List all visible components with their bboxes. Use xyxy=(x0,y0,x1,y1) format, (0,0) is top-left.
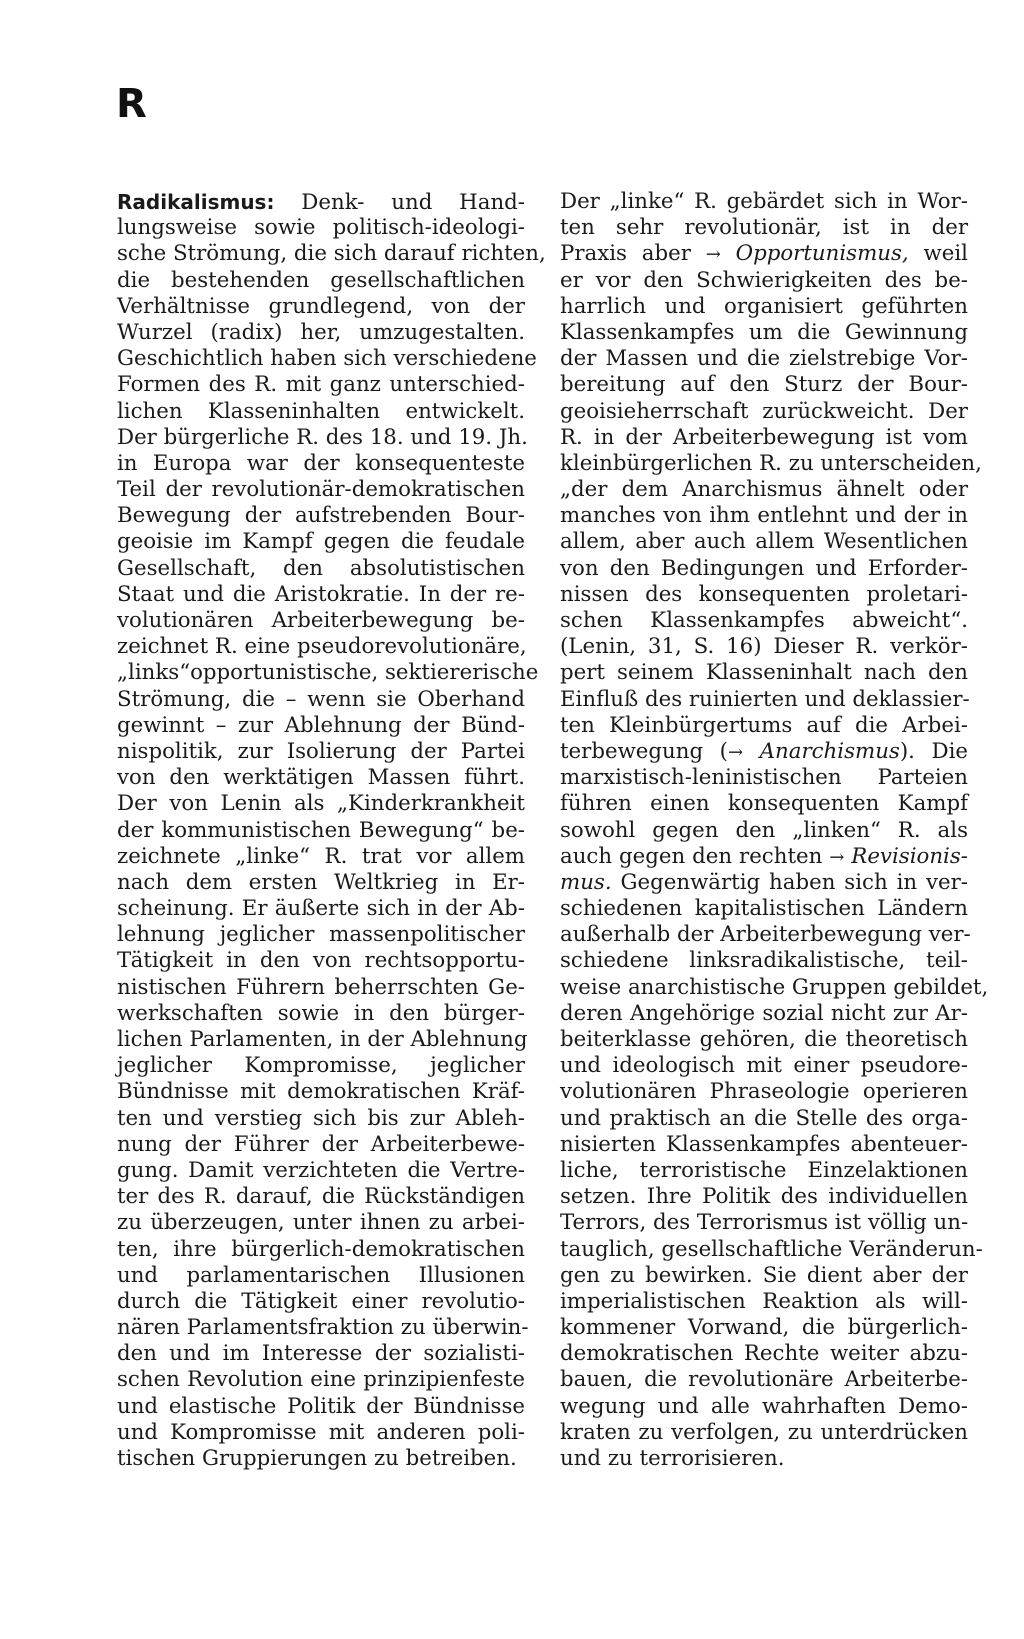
text-line: allem, aber auch allem Wesentlichen xyxy=(560,529,968,555)
text-line: nispolitik, zur Isolierung der Partei xyxy=(117,738,525,764)
text-line: schiedenen kapitalistischen Ländern xyxy=(560,896,968,922)
text-line: ten Kleinbürgertums auf die Arbei- xyxy=(560,712,968,738)
text-line: scheinung. Er äußerte sich in der Ab- xyxy=(117,896,525,922)
text-line: Klassenkampfes um die Gewinnung xyxy=(560,319,968,345)
text-line: kommener Vorwand, die bürgerlich- xyxy=(560,1315,968,1341)
text-line: deren Angehörige sozial nicht zur Ar- xyxy=(560,1000,968,1026)
text-line: (Lenin, 31, S. 16) Dieser R. verkör- xyxy=(560,634,968,660)
text-line: von den werktätigen Massen führt. xyxy=(117,765,525,791)
cross-reference-arrow-icon: → xyxy=(705,244,721,266)
text-line: imperialistischen Reaktion als will- xyxy=(560,1288,968,1314)
text-line: Geschichtlich haben sich verschiedene xyxy=(117,346,537,372)
line-text: ). Die xyxy=(899,738,968,764)
text-line: Bündnisse mit demokratischen Kräf- xyxy=(117,1079,525,1105)
text-line: nären Parlamentsfraktion zu überwin- xyxy=(117,1315,529,1341)
text-line: in Europa war der konsequenteste xyxy=(117,450,525,476)
text-line xyxy=(560,241,968,267)
text-line: demokratischen Rechte weiter abzu- xyxy=(560,1341,968,1367)
text-line: gen zu bewirken. Sie dient aber der xyxy=(560,1262,968,1288)
text-line: marxistisch-leninistischen Parteien xyxy=(560,765,968,791)
cross-reference-revisionismus-cont[interactable]: mus. xyxy=(560,869,612,895)
text-line xyxy=(560,844,968,870)
text-line: Einfluß des ruinierten und deklassier- xyxy=(560,686,970,712)
text-line: Teil der revolutionär-demokratischen xyxy=(117,477,525,503)
text-line: außerhalb der Arbeiterbewegung ver- xyxy=(560,922,971,948)
headword: Radikalismus: xyxy=(117,190,275,214)
text-line: schen Klassenkampfes abweicht“. xyxy=(560,608,968,633)
text-line: manches von ihm entlehnt und der in xyxy=(560,503,968,529)
text-line: durch die Tätigkeit einer revolutio- xyxy=(117,1288,525,1314)
text-line: ten, ihre bürgerlich-demokratischen xyxy=(117,1236,525,1262)
text-line: bereitung auf den Sturz der Bour- xyxy=(560,372,968,398)
text-line: nisierten Klassenkampfes abenteuer- xyxy=(560,1131,968,1157)
text-line: wegung und alle wahrhaften Demo- xyxy=(560,1393,968,1419)
text-line: gewinnt – zur Ablehnung der Bünd- xyxy=(117,712,525,738)
text-line: tischen Gruppierungen zu betreiben. xyxy=(117,1446,517,1471)
text-line: volutionären Arbeiterbewegung be- xyxy=(117,608,525,633)
left-column xyxy=(117,189,546,1472)
cross-reference-revisionismus[interactable]: Revisionis- xyxy=(844,843,968,869)
text-line: weise anarchistische Gruppen gebildet, xyxy=(560,974,989,1000)
text-line: Der bürgerliche R. des 18. und 19. Jh. xyxy=(117,424,528,450)
text-line: jeglicher Kompromisse, jeglicher xyxy=(117,1053,525,1079)
text-line: der Massen und die zielstrebige Vor- xyxy=(560,346,968,372)
line-text: weil xyxy=(908,241,968,267)
text-line: werkschaften sowie in den bürger- xyxy=(117,1000,525,1026)
text-line: nissen des konsequenten proletari- xyxy=(560,581,968,607)
text-line: zu überzeugen, unter ihnen zu arbei- xyxy=(117,1210,525,1236)
text-line: lichen Klasseninhalten entwickelt. xyxy=(117,398,525,424)
text-line: ten und verstieg sich bis zur Ableh- xyxy=(117,1105,525,1131)
text-line: Der „linke“ R. gebärdet sich in Wor- xyxy=(560,189,968,214)
text-line: und parlamentarischen Illusionen xyxy=(117,1262,525,1288)
text-line: Gesellschaft, den absolutistischen xyxy=(117,555,525,581)
line-text: terbewegung ( xyxy=(560,738,728,764)
text-line: führen einen konsequenten Kampf xyxy=(560,791,968,817)
text-line: kraten zu verfolgen, zu unterdrücken xyxy=(560,1419,968,1445)
right-column xyxy=(560,189,989,1472)
text-line: und Kompromisse mit anderen poli- xyxy=(117,1419,525,1445)
text-line xyxy=(117,189,525,215)
text-line: Verhältnisse grundlegend, von der xyxy=(117,293,525,319)
text-line: „der dem Anarchismus ähnelt oder xyxy=(560,477,968,503)
cross-reference-opportunismus[interactable]: Opportunismus, xyxy=(720,241,909,267)
text-line xyxy=(560,870,968,896)
text-line: tauglich, gesellschaftliche Veränderun- xyxy=(560,1236,983,1262)
text-line: die bestehenden gesellschaftlichen xyxy=(117,267,525,293)
text-line: volutionären Phraseologie operieren xyxy=(560,1079,968,1105)
text-line: gung. Damit verzichteten die Vertre- xyxy=(117,1157,525,1183)
text-line: Der von Lenin als „Kinderkrankheit xyxy=(117,791,525,817)
text-line: und elastische Politik der Bündnisse xyxy=(117,1393,525,1419)
line-text: Denk- und Hand- xyxy=(274,190,525,215)
text-line: beiterklasse gehören, die theoretisch xyxy=(560,1027,968,1052)
text-line: und zu terrorisieren. xyxy=(560,1446,785,1471)
text-line: schen Revolution eine prinzipienfeste xyxy=(117,1367,525,1393)
line-text: auch gegen den rechten xyxy=(560,843,830,869)
text-line: setzen. Ihre Politik des individuellen xyxy=(560,1184,968,1210)
text-line: R. in der Arbeiterbewegung ist vom xyxy=(560,424,968,450)
text-line: nistischen Führern beherrschten Ge- xyxy=(117,974,525,1000)
line-text: Gegenwärtig haben sich in ver- xyxy=(611,869,968,895)
left-lines xyxy=(117,215,546,1472)
text-line: schiedene linksradikalistische, teil- xyxy=(560,948,968,974)
text-line: bauen, die revolutionäre Arbeiterbe- xyxy=(560,1367,968,1393)
text-line: harrlich und organisiert geführten xyxy=(560,293,968,319)
text-line: ter des R. darauf, die Rückständigen xyxy=(117,1184,525,1210)
text-line: den und im Interesse der sozialisti- xyxy=(117,1341,525,1367)
text-line: er vor den Schwierigkeiten des be- xyxy=(560,267,968,293)
section-letter: R xyxy=(116,81,147,127)
text-line: Formen des R. mit ganz unterschied- xyxy=(117,372,525,398)
text-line: und praktisch an die Stelle des orga- xyxy=(560,1105,968,1131)
text-line: Bewegung der aufstrebenden Bour- xyxy=(117,503,525,529)
text-line: zeichnete „linke“ R. trat vor allem xyxy=(117,843,525,869)
text-line: geoisieherrschaft zurückweicht. Der xyxy=(560,398,968,424)
text-line: Wurzel (radix) her, umzugestalten. xyxy=(117,319,525,345)
text-line: Strömung, die – wenn sie Oberhand xyxy=(117,686,525,712)
text-line: der kommunistischen Bewegung“ be- xyxy=(117,817,525,843)
cross-reference-arrow-icon: → xyxy=(829,846,845,868)
text-line: Terrors, des Terrorismus ist völlig un- xyxy=(560,1210,969,1236)
text-line: „links“opportunistische, sektiererische xyxy=(117,660,539,686)
text-line: liche, terroristische Einzelaktionen xyxy=(560,1157,968,1183)
text-line xyxy=(560,739,968,765)
text-line: nung der Führer der Arbeiterbewe- xyxy=(117,1131,525,1157)
text-line: und ideologisch mit einer pseudore- xyxy=(560,1053,968,1079)
text-line: Tätigkeit in den von rechtsopportu- xyxy=(117,948,525,974)
text-line: sche Strömung, die sich darauf richten, xyxy=(117,241,546,267)
text-line: lichen Parlamenten, in der Ablehnung xyxy=(117,1027,528,1052)
text-line: zeichnet R. eine pseudorevolutionäre, xyxy=(117,634,527,660)
text-line: lungsweise sowie politisch-ideologi- xyxy=(117,215,525,241)
cross-reference-arrow-icon: → xyxy=(728,741,744,763)
text-line: kleinbürgerlichen R. zu unterscheiden, xyxy=(560,450,982,476)
text-line: geoisie im Kampf gegen die feudale xyxy=(117,529,525,555)
cross-reference-anarchismus[interactable]: Anarchismus xyxy=(743,738,900,764)
text-line: pert seinem Klasseninhalt nach den xyxy=(560,660,968,686)
text-line: nach dem ersten Weltkrieg in Er- xyxy=(117,869,525,895)
text-line: sowohl gegen den „linken“ R. als xyxy=(560,817,968,843)
line-text: Praxis aber xyxy=(560,241,706,267)
text-line: lehnung jeglicher massenpolitischer xyxy=(117,922,525,948)
text-line: von den Bedingungen und Erforder- xyxy=(560,555,968,581)
text-line: ten sehr revolutionär, ist in der xyxy=(560,215,968,241)
text-line: Staat und die Aristokratie. In der re- xyxy=(117,581,525,607)
